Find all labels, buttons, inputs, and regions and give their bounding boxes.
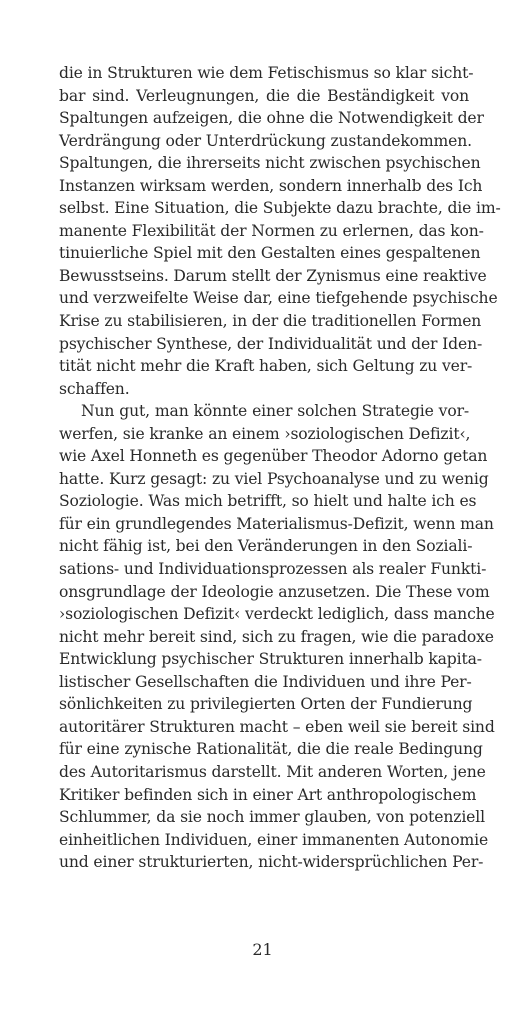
text-line: selbst. Eine Situation, die Subjekte dazu brachte, die im- bbox=[59, 199, 501, 218]
text-line: sönlichkeiten zu privilegierten Orten der Fundierung bbox=[59, 695, 473, 714]
text-line: manente Flexibilität der Normen zu erlernen, das kon- bbox=[59, 221, 484, 240]
text-line: bar sind. Verleugnungen, die die Beständigkeit von bbox=[59, 86, 469, 105]
text-line: nicht fähig ist, bei den Veränderungen in den Soziali- bbox=[59, 537, 473, 556]
text-line: tinuierliche Spiel mit den Gestalten eines gespaltenen bbox=[59, 244, 481, 263]
text-line: und einer strukturierten, nicht-widersprüchlichen Per- bbox=[59, 853, 484, 872]
paragraph-end-line: schaffen. bbox=[59, 379, 130, 398]
text-line: und verzweifelte Weise dar, eine tiefgehende psychische bbox=[59, 289, 498, 308]
text-line: die in Strukturen wie dem Fetischismus so klar sicht- bbox=[59, 64, 474, 82]
text-line: Entwicklung psychischer Strukturen innerhalb kapita- bbox=[59, 650, 482, 669]
text-line: des Autoritarismus darstellt. Mit anderen Worten, jene bbox=[59, 762, 486, 781]
text-line: ›soziologischen Defizit‹ verdeckt lediglich, dass manche bbox=[59, 605, 495, 624]
body-text bbox=[59, 62, 501, 874]
text-line: Schlummer, da sie noch immer glauben, von potenziell bbox=[59, 808, 485, 827]
text-line: Spaltungen aufzeigen, die ohne die Notwendigkeit der bbox=[59, 109, 484, 128]
text-line: Kritiker befinden sich in einer Art anthropologischem bbox=[59, 785, 477, 804]
text-line: Krise zu stabilisieren, in der die traditionellen Formen bbox=[59, 312, 482, 331]
text-line: tität nicht mehr die Kraft haben, sich Geltung zu ver- bbox=[59, 357, 473, 376]
text-line: werfen, sie kranke an einem ›soziologischen Defizit‹, bbox=[59, 424, 471, 443]
text-line: Instanzen wirksam werden, sondern innerhalb des Ich bbox=[59, 176, 483, 195]
text-line: psychischer Synthese, der Individualität und der Iden- bbox=[59, 334, 483, 353]
text-line: autoritärer Strukturen macht – eben weil sie bereit sind bbox=[59, 717, 495, 736]
text-line: hatte. Kurz gesagt: zu viel Psychoanalyse und zu wenig bbox=[59, 469, 489, 488]
text-line: Verdrängung oder Unterdrückung zustandekommen. bbox=[59, 131, 472, 150]
text-line: sations- und Individuationsprozessen als realer Funkti- bbox=[59, 560, 487, 579]
paragraph-first-line: Nun gut, man könnte einer solchen Strategie vor- bbox=[81, 402, 469, 421]
text-line: für eine zynische Rationalität, die die reale Bedingung bbox=[59, 740, 483, 759]
text-line: listischer Gesellschaften die Individuen und ihre Per- bbox=[59, 672, 472, 691]
text-line: Bewusstseins. Darum stellt der Zynismus eine reaktive bbox=[59, 266, 487, 285]
text-line: einheitlichen Individuen, einer immanenten Autonomie bbox=[59, 830, 489, 849]
text-line: nicht mehr bereit sind, sich zu fragen, wie die paradoxe bbox=[59, 627, 494, 646]
text-line: Soziologie. Was mich betrifft, so hielt und halte ich es bbox=[59, 492, 477, 511]
page-number: 21 bbox=[252, 940, 273, 959]
text-line: onsgrundlage der Ideologie anzusetzen. Die These vom bbox=[59, 582, 490, 601]
text-line: für ein grundlegendes Materialismus-Defizit, wenn man bbox=[59, 514, 494, 533]
text-line: Spaltungen, die ihrerseits nicht zwischen psychischen bbox=[59, 154, 481, 173]
text-line: wie Axel Honneth es gegenüber Theodor Adorno getan bbox=[59, 447, 488, 466]
